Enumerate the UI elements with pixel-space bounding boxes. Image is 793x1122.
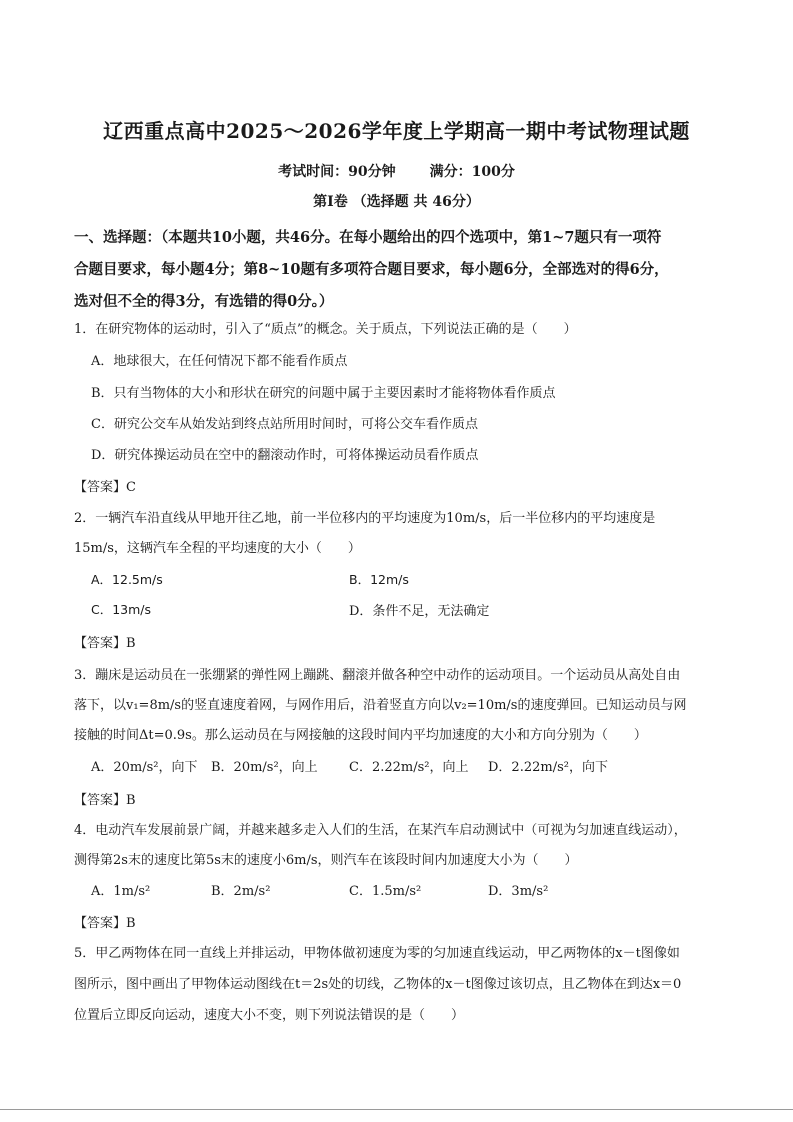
- question-1-answer: 【答案】C: [74, 480, 136, 495]
- question-4-option-c: C．1.5m/s²: [349, 884, 422, 899]
- question-3-stem: 接触的时间Δt=0.9s。那么运动员在与网接触的这段时间内平均加速度的大小和方向分别为（ ）: [74, 728, 647, 743]
- question-5-stem: 5．甲乙两物体在同一直线上并排运动，甲物体做初速度为零的匀加速直线运动，甲乙两物体的x－t图像如: [74, 946, 680, 961]
- exam-info: [0, 161, 793, 181]
- question-4-option-a: A．1m/s²: [91, 884, 151, 899]
- question-4-stem: 测得第2s末的速度比第5s末的速度小6m/s，则汽车在该段时间内加速度大小为（ ）: [74, 853, 578, 868]
- question-5-stem: 图所示，图中画出了甲物体运动图线在t＝2s处的切线，乙物体的x－t图像过该切点，且乙物体在到达x＝0: [74, 977, 682, 992]
- question-3-option-d: D．2.22m/s²，向下: [488, 760, 608, 775]
- question-2-stem: 15m/s，这辆汽车全程的平均速度的大小（ ）: [74, 541, 361, 556]
- question-3-option-c: C．2.22m/s²，向上: [349, 760, 469, 775]
- question-2-option-d: D．条件不足，无法确定: [349, 604, 490, 619]
- question-4-option-d: D．3m/s²: [488, 884, 549, 899]
- question-1-option-b: B．只有当物体的大小和形状在研究的问题中属于主要因素时才能将物体看作质点: [91, 386, 556, 401]
- question-2-option-a: A．12.5m/s: [91, 572, 163, 587]
- question-1-option-a: A．地球很大，在任何情况下都不能看作质点: [91, 354, 348, 369]
- exam-title: 辽西重点高中2025～2026学年度上学期高一期中考试物理试题: [103, 119, 690, 143]
- question-5-stem: 位置后立即反向运动，速度大小不变，则下列说法错误的是（ ）: [74, 1008, 465, 1023]
- question-2-answer: 【答案】B: [74, 636, 136, 651]
- question-3-stem: 3．蹦床是运动员在一张绷紧的弹性网上蹦跳、翻滚并做各种空中动作的运动项目。一个运动员从高处自由: [74, 668, 681, 683]
- full-score: 满分：100分: [429, 164, 515, 180]
- instruction-line: 选对但不全的得3分，有选错的得0分。）: [74, 293, 334, 310]
- volume-heading: 第Ⅰ卷 （选择题 共 46分）: [313, 194, 480, 210]
- question-4-answer: 【答案】B: [74, 916, 136, 931]
- question-2-stem: 2．一辆汽车沿直线从甲地开往乙地，前一半位移内的平均速度为10m/s，后一半位移内的平均速度是: [74, 511, 656, 526]
- question-3-option-a: A．20m/s²，向下: [91, 760, 198, 775]
- section-instructions: [74, 222, 734, 318]
- question-1-option-d: D．研究体操运动员在空中的翻滚动作时，可将体操运动员看作质点: [91, 448, 479, 463]
- question-2-option-b: B．12m/s: [349, 572, 409, 587]
- question-2-option-c: C．13m/s: [91, 602, 152, 617]
- question-1-stem: 1．在研究物体的运动时，引入了“质点”的概念。关于质点，下列说法正确的是（ ）: [74, 322, 577, 337]
- question-3-stem: 落下，以v₁=8m/s的竖直速度着网，与网作用后，沿着竖直方向以v₂=10m/s的速度弹回。已知运动员与网: [74, 698, 687, 713]
- exam-time: 考试时间：90分钟: [278, 164, 396, 180]
- instruction-line: 合题目要求，每小题4分；第8~10题有多项符合题目要求，每小题6分，全部选对的得6分，: [74, 261, 669, 278]
- question-3-answer: 【答案】B: [74, 793, 136, 808]
- instruction-line: 一、选择题：（本题共10小题，共46分。在每小题给出的四个选项中，第1~7题只有一项符: [74, 229, 662, 246]
- question-4-stem: 4．电动汽车发展前景广阔，并越来越多走入人们的生活，在某汽车启动测试中（可视为匀加速直线运动），: [74, 823, 687, 838]
- question-1-option-c: C．研究公交车从始发站到终点站所用时间时，可将公交车看作质点: [91, 417, 478, 432]
- question-4-option-b: B．2m/s²: [211, 884, 271, 899]
- question-3-option-b: B．20m/s²，向上: [211, 760, 318, 775]
- page-bottom-rule: [0, 1109, 793, 1110]
